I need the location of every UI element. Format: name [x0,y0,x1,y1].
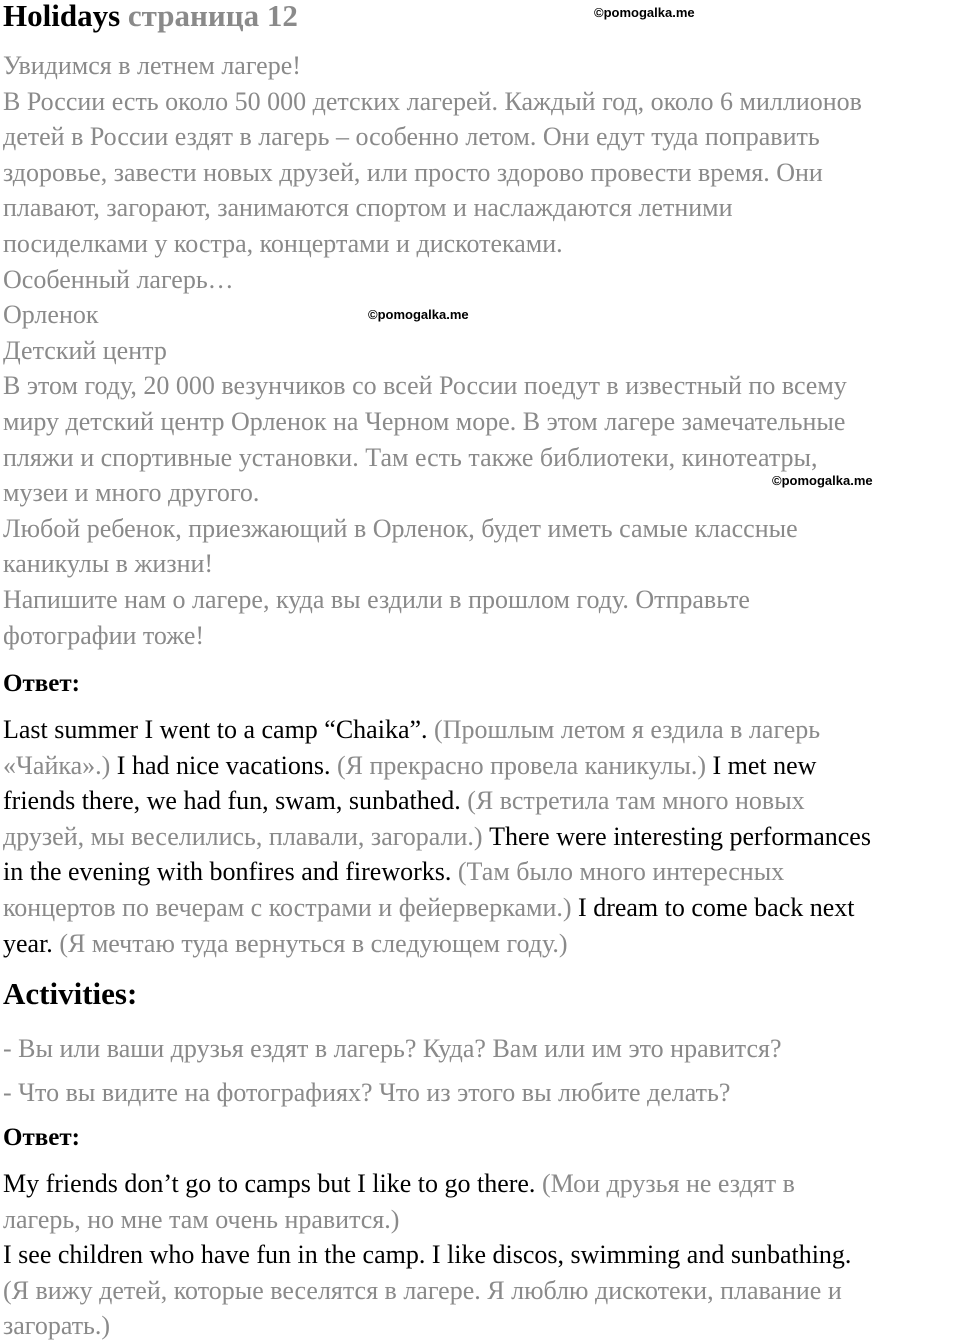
answer-en: Last summer I went to a camp “Chaika”. [3,715,428,744]
activity-question: - Что вы видите на фотографиях? Что из этого вы любите делать? [3,1078,731,1107]
article-line: Особенный лагерь… [3,264,234,294]
article-line: Детский центр [3,335,167,365]
article-line: здоровье, завести новых друзей, или просто здорово провести время. Они [3,157,823,187]
activity-question: - Вы или ваши друзья ездят в лагерь? Куда? Вам или им это нравится? [3,1034,782,1063]
answer-label: Ответ: [3,670,80,697]
watermark: ©pomogalka.me [594,5,695,20]
article-line: Орленок [3,300,99,330]
answer-ru: (Я мечтаю туда вернуться в следующем году.) [52,928,568,958]
activities-questions [3,1027,958,1115]
answer-ru: (Прошлым летом я ездила в лагерь [427,715,821,744]
article-line: Любой ребенок, приезжающий в Орленок, будет иметь самые классные [3,513,798,543]
article-line: музеи и много другого. [3,478,260,508]
answer-en: There were interesting performances [482,821,871,851]
article-line: миру детский центр Орленок на Черном море. В этом лагере замечательные [3,406,846,436]
article-line: В России есть около 50 000 детских лагерей. Каждый год, около 6 миллионов [3,86,862,116]
article-line: Напишите нам о лагере, куда вы ездили в прошлом году. Отправьте [3,584,750,614]
article-line: пляжи и спортивные установки. Там есть также библиотеки, кинотеатры, [3,442,818,472]
answer-en: My friends don’t go to camps but I like to go there. [3,1169,536,1198]
answer-en: I met new [706,750,817,780]
activities-heading: Activities: [3,976,138,1011]
answer-en: in the evening with bonfires and fireworks. [3,857,452,887]
answer-ru: «Чайка».) [3,750,111,780]
answer-line: загорать.) [3,1311,111,1341]
answer-en: I had nice vacations. [110,750,331,780]
answer-line [3,748,958,784]
title-russian: страница 12 [127,0,298,33]
answer-line [3,1166,958,1202]
answer-line [3,712,958,748]
answer-line: лагерь, но мне там очень нравится.) [3,1204,400,1234]
answer-line [3,819,958,855]
article-line: посиделками у костра, концертами и дискотеками. [3,228,563,258]
answer-line: (Я вижу детей, которые веселятся в лагере. Я люблю дискотеки, плавание и [3,1275,842,1305]
article-line: каникулы в жизни! [3,549,214,579]
answer-line [3,926,958,962]
answer-en: I dream to come back next [571,892,855,922]
answer-ru: (Я встретила там много новых [460,786,805,816]
article-line: В этом году, 20 000 везунчиков со всей России поедут в известный по всему [3,371,847,401]
answer-line [3,783,958,819]
answer-label: Ответ: [3,1124,80,1151]
answer-line: I see children who have fun in the camp. I like discos, swimming and sunbathing. [3,1240,852,1270]
answer-ru: (Мои друзья не ездят в [535,1169,795,1198]
answer-text [3,1166,958,1344]
answer-text [3,712,958,961]
article-line: детей в России ездят в лагерь – особенно летом. Они едут туда поправить [3,122,820,152]
title-english: Holidays [3,0,121,33]
watermark: ©pomogalka.me [368,307,469,322]
answer-ru: концертов по вечерам с кострами и фейерверками.) [3,892,572,922]
answer-ru: (Я прекрасно провела каникулы.) [330,750,706,780]
article-line: Увидимся в летнем лагере! [3,51,301,80]
answer-ru: друзей, мы веселились, плавали, загорали.) [3,821,483,851]
answer-line [3,854,958,890]
answer-en: year. [3,928,53,958]
answer-en: friends there, we had fun, swam, sunbathed. [3,786,461,816]
article-line: плавают, загорают, занимаются спортом и наслаждаются летними [3,193,733,223]
watermark: ©pomogalka.me [772,473,873,488]
answer-ru: (Там было много интересных [451,857,785,887]
answer-line [3,890,958,926]
article-text [3,48,958,653]
article-line: фотографии тоже! [3,620,205,650]
page-title [3,0,298,32]
